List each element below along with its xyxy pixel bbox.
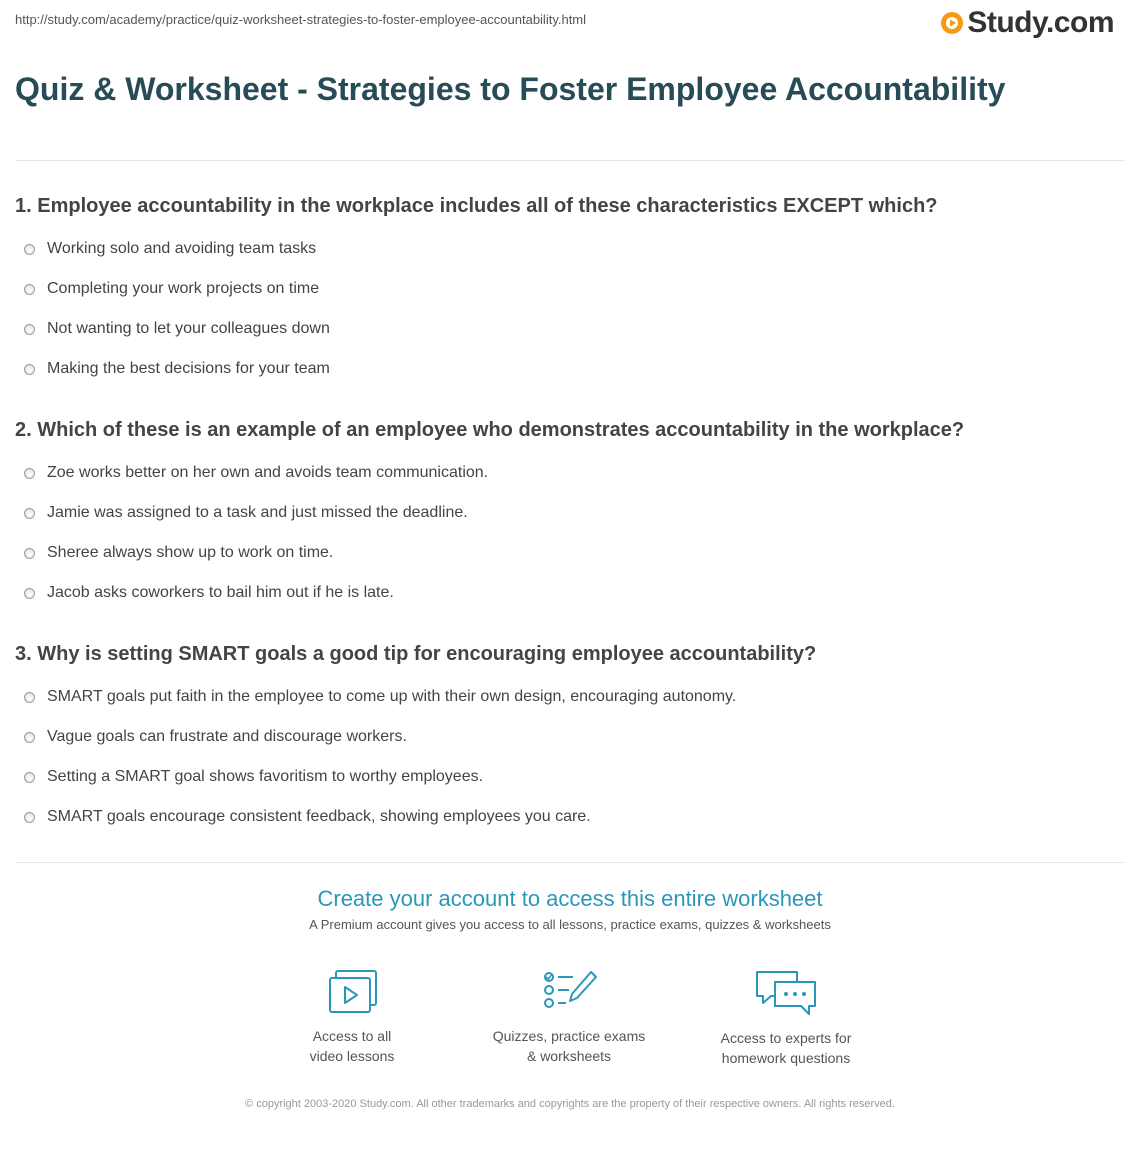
video-lessons-icon xyxy=(322,968,382,1016)
radio-button[interactable] xyxy=(24,468,35,479)
answer-list xyxy=(15,677,1125,837)
logo-text: Study.com xyxy=(967,6,1114,39)
feature-video-lessons xyxy=(252,968,452,1066)
answer-option[interactable] xyxy=(15,717,1125,757)
question-text: 1. Employee accountability in the workplace includes all of these characteristics EXCEPT which? xyxy=(15,195,938,217)
answer-option[interactable] xyxy=(15,349,1125,389)
feature-label-line: Access to experts for xyxy=(720,1030,852,1046)
question-3 xyxy=(15,641,1125,837)
radio-button[interactable] xyxy=(24,772,35,783)
play-logo-icon xyxy=(941,12,963,34)
answer-text: Making the best decisions for your team xyxy=(47,360,330,377)
quiz-checklist-icon xyxy=(539,968,599,1016)
page-title: Quiz & Worksheet - Strategies to Foster Employee Accountability xyxy=(15,71,1006,107)
study-logo[interactable] xyxy=(941,6,1114,40)
title-divider xyxy=(15,160,1125,161)
radio-button[interactable] xyxy=(24,364,35,375)
feature-label-line: Access to all xyxy=(312,1028,392,1044)
radio-button[interactable] xyxy=(24,732,35,743)
answer-option[interactable] xyxy=(15,309,1125,349)
feature-label xyxy=(252,1026,452,1066)
answer-option[interactable] xyxy=(15,493,1125,533)
radio-button[interactable] xyxy=(24,508,35,519)
expert-chat-icon xyxy=(753,968,819,1018)
answer-option[interactable] xyxy=(15,797,1125,837)
question-1 xyxy=(15,193,1125,389)
question-2 xyxy=(15,417,1125,613)
answer-text: SMART goals put faith in the employee to come up with their own design, encouraging autonomy. xyxy=(47,688,737,705)
answer-list xyxy=(15,453,1125,613)
cta-title[interactable]: Create your account to access this entire worksheet xyxy=(317,886,823,911)
radio-button[interactable] xyxy=(24,284,35,295)
answer-option[interactable] xyxy=(15,533,1125,573)
answer-option[interactable] xyxy=(15,677,1125,717)
radio-button[interactable] xyxy=(24,548,35,559)
answer-option[interactable] xyxy=(15,573,1125,613)
answer-text: Zoe works better on her own and avoids team communication. xyxy=(47,464,489,481)
answer-option[interactable] xyxy=(15,269,1125,309)
answer-text: Sheree always show up to work on time. xyxy=(47,544,334,561)
radio-button[interactable] xyxy=(24,244,35,255)
answer-text: Jacob asks coworkers to bail him out if he is late. xyxy=(47,584,394,601)
question-text: 3. Why is setting SMART goals a good tip for encouraging employee accountability? xyxy=(15,643,817,665)
question-text: 2. Which of these is an example of an employee who demonstrates accountability in the workplace? xyxy=(15,419,965,441)
answer-text: Completing your work projects on time xyxy=(47,280,320,297)
top-bar xyxy=(0,0,1140,60)
radio-button[interactable] xyxy=(24,692,35,703)
answer-option[interactable] xyxy=(15,229,1125,269)
answer-text: Not wanting to let your colleagues down xyxy=(47,320,330,337)
answer-option[interactable] xyxy=(15,453,1125,493)
answer-text: SMART goals encourage consistent feedback, showing employees you care. xyxy=(47,808,591,825)
feature-label-line: Quizzes, practice exams xyxy=(492,1028,646,1044)
answer-text: Setting a SMART goal shows favoritism to worthy employees. xyxy=(47,768,484,785)
answer-text: Working solo and avoiding team tasks xyxy=(47,240,317,257)
feature-label xyxy=(469,1026,669,1066)
radio-button[interactable] xyxy=(24,324,35,335)
answer-text: Vague goals can frustrate and discourage workers. xyxy=(47,728,407,745)
feature-label-line: video lessons xyxy=(309,1048,395,1064)
cta-subtitle: A Premium account gives you access to all lessons, practice exams, quizzes & worksheets xyxy=(309,917,831,932)
feature-label-line: & worksheets xyxy=(526,1048,612,1064)
page-url: http://study.com/academy/practice/quiz-worksheet-strategies-to-foster-employee-accountability.html xyxy=(15,12,587,27)
feature-experts xyxy=(686,968,886,1068)
content-divider xyxy=(15,862,1125,863)
answer-list xyxy=(15,229,1125,389)
feature-label xyxy=(686,1028,886,1068)
answer-text: Jamie was assigned to a task and just missed the deadline. xyxy=(47,504,468,521)
copyright-text: © copyright 2003-2020 Study.com. All other trademarks and copyrights are the property of their respective owners. All rights reserved. xyxy=(245,1098,895,1110)
radio-button[interactable] xyxy=(24,812,35,823)
feature-label-line: homework questions xyxy=(721,1050,851,1066)
answer-option[interactable] xyxy=(15,757,1125,797)
radio-button[interactable] xyxy=(24,588,35,599)
feature-quizzes xyxy=(469,968,669,1066)
